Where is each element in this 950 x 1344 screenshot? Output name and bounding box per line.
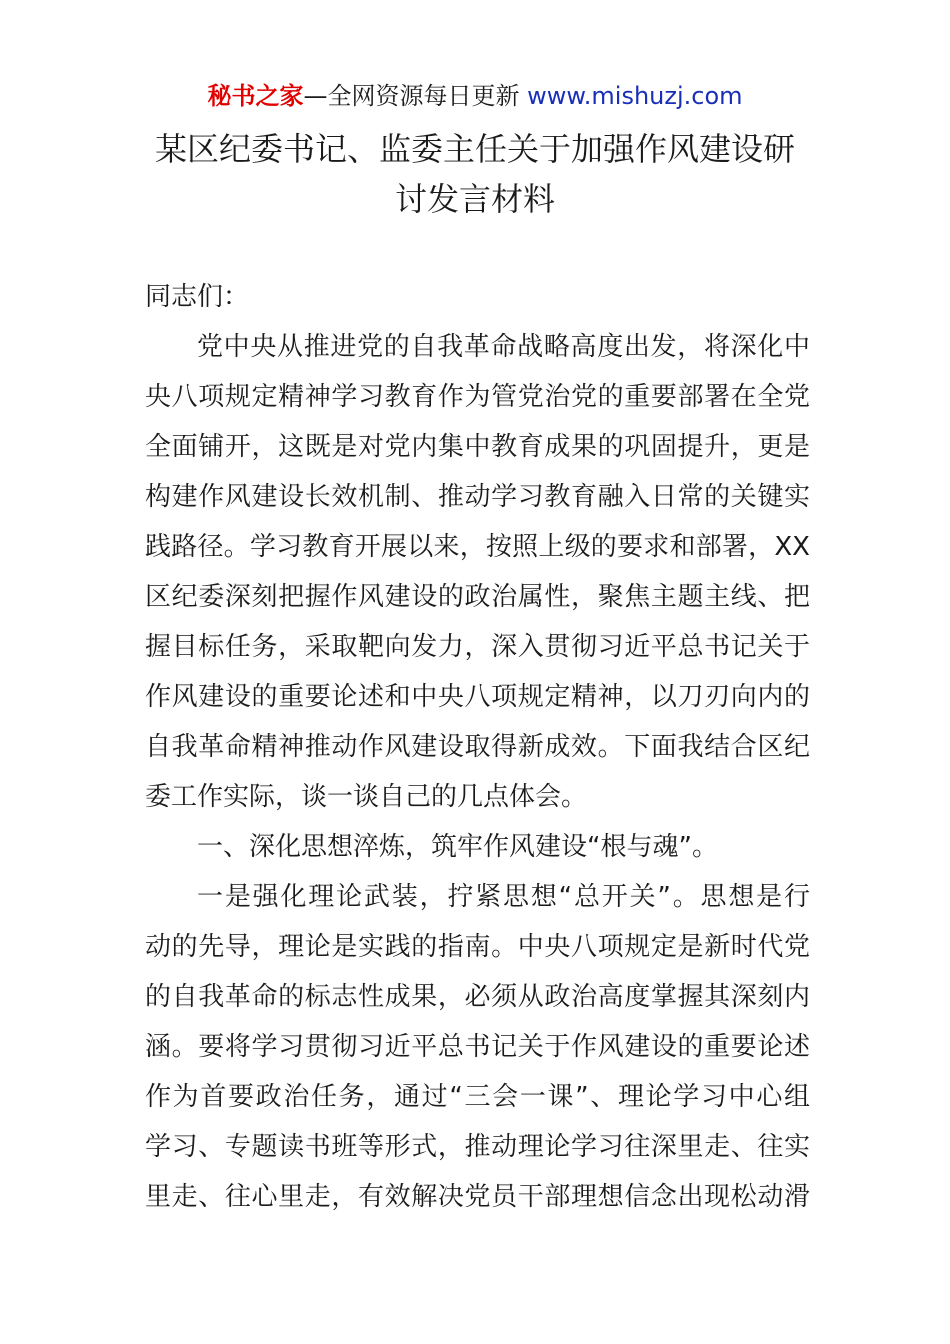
body-line: 自我革命精神推动作风建设取得新成效。下面我结合区纪 [145, 732, 810, 762]
document-title-line-1: 某区纪委书记、监委主任关于加强作风建设研 [154, 130, 795, 168]
body-line: 区纪委深刻把握作风建设的政治属性，聚焦主题主线、把 [145, 582, 810, 612]
body-line: 全面铺开，这既是对党内集中教育成果的巩固提升，更是 [145, 432, 810, 462]
body-line: 委工作实际，谈一谈自己的几点体会。 [145, 782, 588, 812]
body-line: 握目标任务，采取靶向发力，深入贯彻习近平总书记关于 [145, 632, 810, 662]
salutation: 同志们： [145, 282, 250, 312]
body-line: 学习、专题读书班等形式，推动理论学习往深里走、往实 [145, 1132, 810, 1162]
body-line: 动的先导，理论是实践的指南。中央八项规定是新时代党 [145, 932, 810, 962]
document-title [130, 124, 820, 224]
body-line: 里走、往心里走，有效解决党员干部理想信念出现松动滑 [145, 1182, 810, 1212]
body-line: 央八项规定精神学习教育作为管党治党的重要部署在全党 [145, 382, 810, 412]
body-line: 一是强化理论武装，拧紧思想“总开关”。思想是行 [197, 882, 810, 912]
section-heading: 一、深化思想淬炼，筑牢作风建设“根与魂”。 [197, 832, 718, 862]
body-line: 作为首要政治任务，通过“三会一课”、理论学习中心组 [145, 1082, 810, 1112]
body-line: 践路径。学习教育开展以来，按照上级的要求和部署，XX [145, 532, 810, 562]
site-tagline: —全网资源每日更新 [303, 82, 528, 110]
body-line: 构建作风建设长效机制、推动学习教育融入日常的关键实 [145, 482, 810, 512]
body-line: 的自我革命的标志性成果，必须从政治高度掌握其深刻内 [145, 982, 810, 1012]
brand-name: 秘书之家 [207, 82, 304, 110]
document-title-line-2: 讨发言材料 [394, 180, 555, 218]
site-header-banner [0, 80, 950, 112]
body-line: 作风建设的重要论述和中央八项规定精神，以刀刃向内的 [145, 682, 810, 712]
site-url-link[interactable]: www.mishuzj.com [527, 82, 743, 110]
document-body [145, 272, 810, 1222]
body-line: 涵。要将学习贯彻习近平总书记关于作风建设的重要论述 [145, 1032, 810, 1062]
body-line: 党中央从推进党的自我革命战略高度出发，将深化中 [197, 332, 810, 362]
